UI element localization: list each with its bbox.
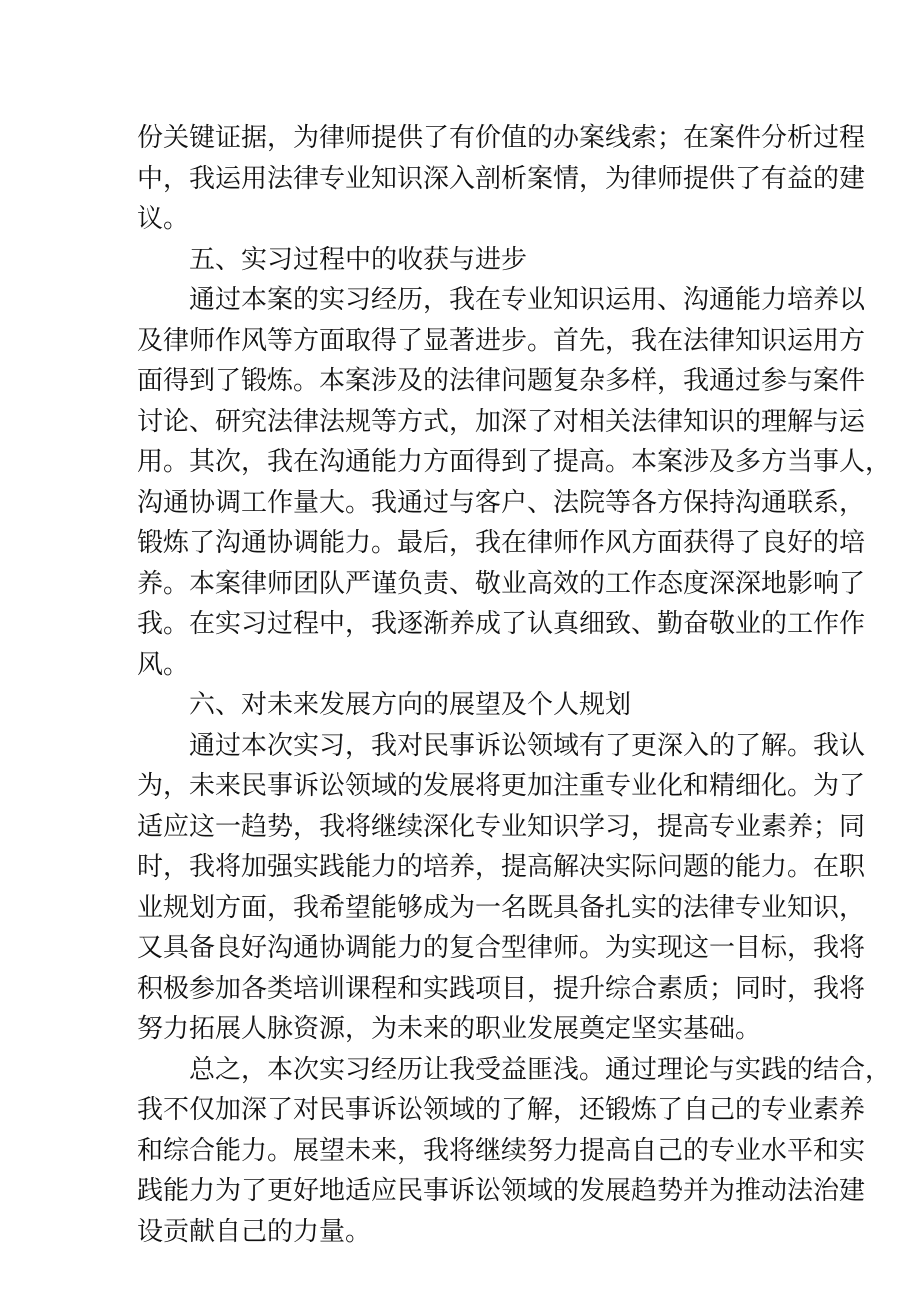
text-line: 通过本次实习，我对民事诉讼领域有了更深入的了解。我认 <box>189 730 866 761</box>
text-line: 中，我运用法律专业知识深入剖析案情，为律师提供了有益的建 <box>137 163 866 194</box>
text-line: 努力拓展人脉资源，为未来的职业发展奠定坚实基础。 <box>137 1014 762 1044</box>
heading-text: 六、对未来发展方向的展望及个人规划 <box>189 690 632 720</box>
text-line: 讨论、研究法律法规等方式，加深了对相关法律知识的理解与运 <box>137 406 866 437</box>
text-line: 及律师作风等方面取得了显著进步。首先，我在法律知识运用方 <box>137 325 866 356</box>
text-line: 养。本案律师团队严谨负责、敬业高效的工作态度深深地影响了 <box>137 568 866 599</box>
text-line: 我。在实习过程中，我逐渐养成了认真细致、勤奋敬业的工作作 <box>137 609 866 639</box>
text-line: 份关键证据，为律师提供了有价值的办案线索；在案件分析过程 <box>137 123 866 153</box>
text-line: 我不仅加深了对民事诉讼领域的了解，还锻炼了自己的专业素养 <box>137 1095 866 1125</box>
paragraph-evidence-continuation <box>137 118 866 240</box>
text-line: 时，我将加强实践能力的培养，提高解决实际问题的能力。在职 <box>137 852 866 882</box>
text-line: 践能力为了更好地适应民事诉讼领域的发展趋势并为推动法治建 <box>137 1176 866 1206</box>
text-line: 用。其次，我在沟通能力方面得到了提高。本案涉及多方当事人， <box>137 447 892 477</box>
text-line: 锻炼了沟通协调能力。最后，我在律师作风方面获得了良好的培 <box>137 528 866 558</box>
text-line: 通过本案的实习经历，我在专业知识运用、沟通能力培养以 <box>189 285 866 315</box>
text-line: 和综合能力。展望未来，我将继续努力提高自己的专业水平和实 <box>137 1135 866 1166</box>
text-line: 沟通协调工作量大。我通过与客户、法院等各方保持沟通联系， <box>137 487 866 518</box>
text-line: 积极参加各类培训课程和实践项目，提升综合素质；同时，我将 <box>137 973 866 1004</box>
text-line: 议。 <box>137 204 190 234</box>
text-line: 业规划方面，我希望能够成为一名既具备扎实的法律专业知识， <box>137 892 866 923</box>
text-line: 设贡献自己的力量。 <box>137 1216 372 1247</box>
text-line: 面得到了锻炼。本案涉及的法律问题复杂多样，我通过参与案件 <box>137 366 866 396</box>
section-heading-5 <box>137 240 813 281</box>
paragraph-conclusion <box>137 1050 892 1253</box>
text-line: 总之，本次实习经历让我受益匪浅。通过理论与实践的结合， <box>189 1054 892 1085</box>
text-line: 适应这一趋势，我将继续深化专业知识学习，提高专业素养；同 <box>137 811 866 842</box>
text-line: 为，未来民事诉讼领域的发展将更加注重专业化和精细化。为了 <box>137 771 866 801</box>
paragraph-gains-progress <box>137 280 892 685</box>
document-body <box>137 118 892 1252</box>
text-line: 风。 <box>137 649 190 680</box>
section-heading-6 <box>137 685 813 726</box>
paragraph-future-plan <box>137 726 866 1050</box>
text-line: 又具备良好沟通协调能力的复合型律师。为实现这一目标，我将 <box>137 933 866 963</box>
heading-text: 五、实习过程中的收获与进步 <box>189 244 528 275</box>
